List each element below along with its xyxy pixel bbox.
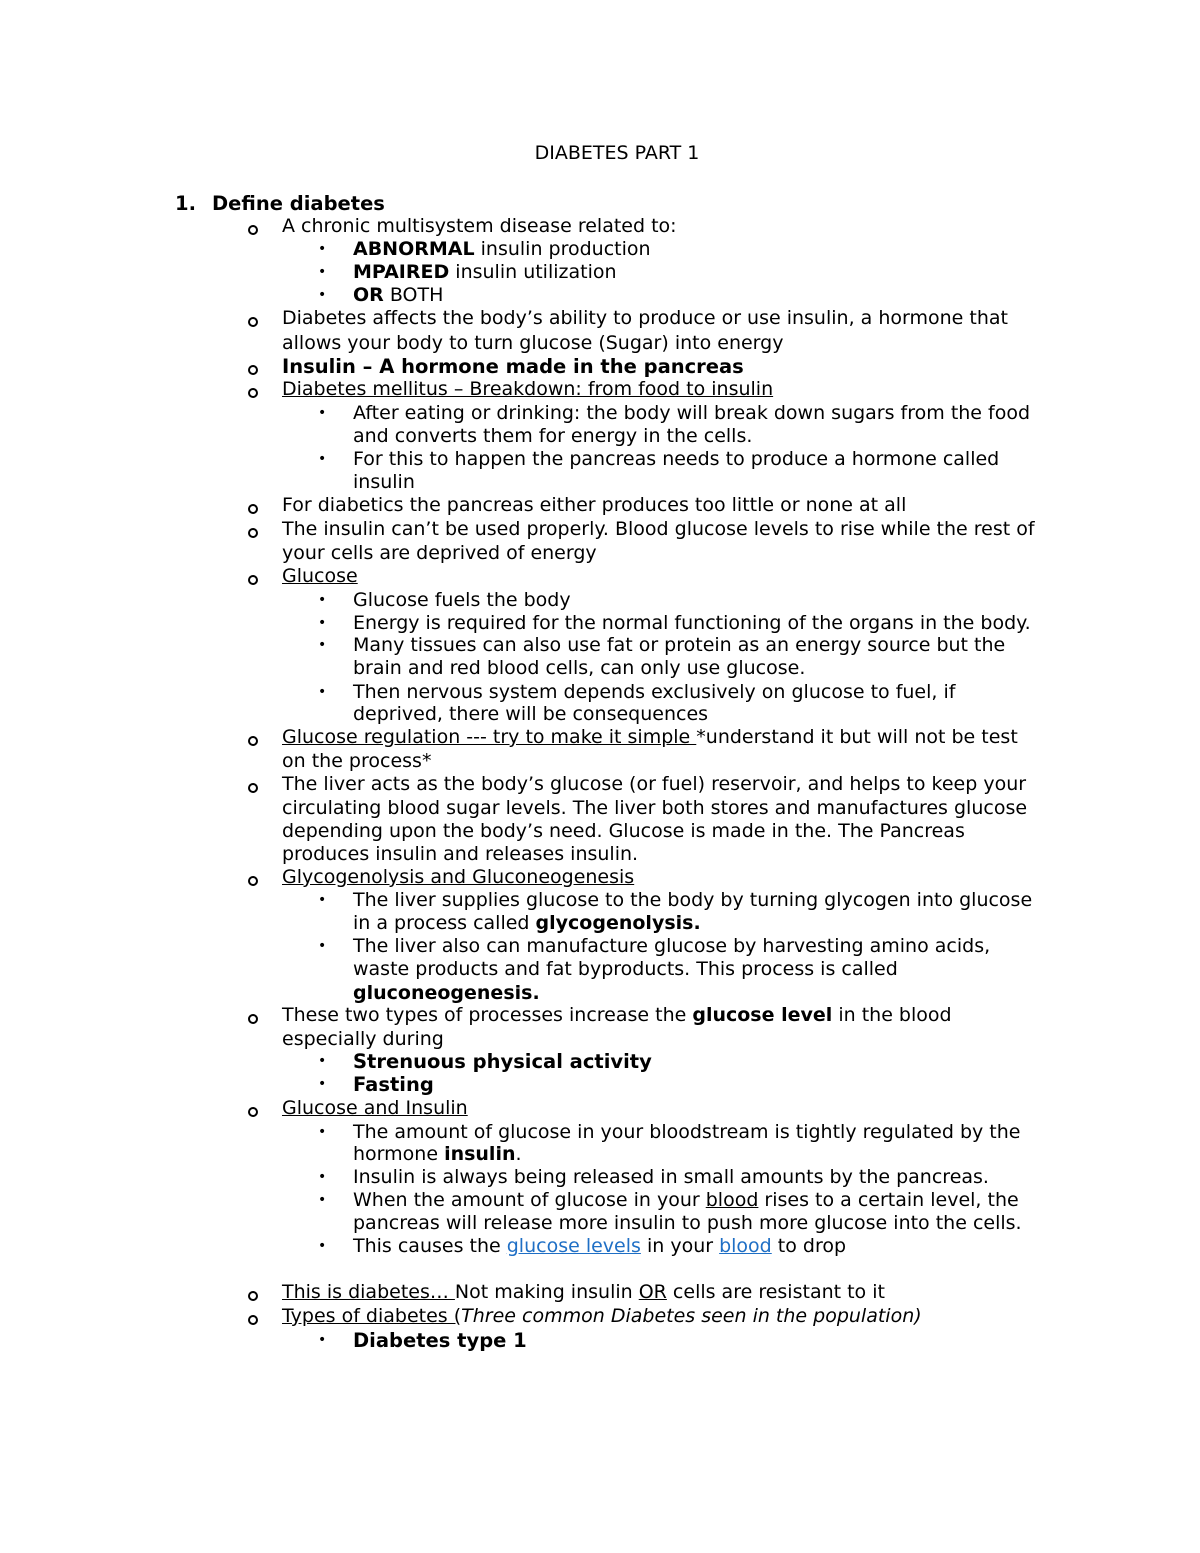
bullet-icon: • — [318, 287, 327, 303]
o-bullet-icon — [246, 873, 260, 887]
bullet-icon: • — [318, 892, 327, 908]
bullet-icon: • — [318, 405, 327, 421]
bullet-icon: • — [318, 264, 327, 280]
o-bullet-icon — [246, 733, 260, 747]
bullet-icon: • — [318, 592, 327, 608]
bullet-icon: • — [318, 1053, 327, 1069]
o-bullet-icon — [246, 385, 260, 399]
bullet-icon: • — [318, 615, 327, 631]
section-number: 1. — [175, 192, 196, 215]
glucose-levels-link[interactable]: glucose levels — [506, 1235, 641, 1257]
o-bullet-icon — [246, 780, 260, 794]
o-bullet-icon — [246, 572, 260, 586]
o-bullet-icon — [246, 1104, 260, 1118]
bullet-icon: • — [318, 938, 327, 954]
section-title: Define diabetes — [212, 192, 385, 215]
bullet-icon: • — [318, 1192, 327, 1208]
document-page: DIABETES PART 1 1. Define diabetes A chronic multisystem disease related to: • ABNORMAL insulin production • MPAIRED insulin utilization • OR BOTH Diabetes affects the body’s ability to produce or use insulin, a hormone that allows your body to turn glucose (Sugar) into energy Insulin – A hormone made in the pancreas Diabetes mellitus – Breakdown: from food to insulin • After eating or drinking: the body will break down sugars from the food and converts them for energy in the cells. • For this to happen the pancreas needs to produce a hormone called insulin For diabetics the pancreas either produces too little or none at all The insulin can’t be used properly. Blood glucose levels to rise while the rest of your cells are deprived of energy Glucose • Glucose fuels the body • Energy is required for the normal functioning of the organs in the body. • Many tissues can also use fat or protein as an energy source but the brain and red blood cells, can only use glucose. • Then nervous system depends exclusively on glucose to fuel, if deprived, there will be consequences Glucose regulation --- try to make it simple *understand it but will not be test on the process* The liver acts as the body’s glucose (or fuel) reservoir, and helps to keep your circulating blood sugar levels. The liver both stores and manufactures glucose depending upon the body’s need. Glucose is made in the. The Pancreas produces insulin and releases insulin. Glycogenolysis and Gluconeogenesis • The liver supplies glucose to the body by turning glycogen into glucose in a process called glycogenolysis. • The liver also can manufacture glucose by harvesting amino acids, waste products and fat byproducts. This process is called gluconeogenesis. These two types of processes increase the glucose level in the blood especially during • Strenuous physical activity • Fasting Glucose and Insulin • The amount of glucose in your bloodstream is tightly regulated by the hormone insulin. • Insulin is always being released in small amounts by the pancreas. • When the amount of glucose in your blood rises to a certain level, the pancreas will release more insulin to push more glucose into the cells. • This causes the glucose levels in your blood to drop This is diabetes… Not making insulin OR cells are resistant to it Types of diabetes (Three common Diabetes seen in the population) • Diabetes type 1 — [0, 0, 1200, 1553]
bullet-icon: • — [318, 684, 327, 700]
bullet-icon: • — [318, 241, 327, 257]
o-bullet-icon — [246, 525, 260, 539]
o-bullet-icon — [246, 362, 260, 376]
bullet-icon: • — [318, 1124, 327, 1140]
bullet-icon: • — [318, 637, 327, 653]
o-bullet-icon — [246, 1312, 260, 1326]
bullet-icon: • — [318, 1332, 327, 1348]
bullet-icon: • — [318, 1076, 327, 1092]
o-bullet-icon — [246, 501, 260, 515]
o-bullet-icon — [246, 1011, 260, 1025]
o-bullet-icon — [246, 1288, 260, 1302]
o-bullet-icon — [246, 314, 260, 328]
blood-link[interactable]: blood — [719, 1235, 772, 1257]
o-bullet-icon — [246, 222, 260, 236]
bullet-icon: • — [318, 1238, 327, 1254]
bullet-icon: • — [318, 451, 327, 467]
bullet-icon: • — [318, 1169, 327, 1185]
page-title: DIABETES PART 1 — [534, 142, 700, 164]
